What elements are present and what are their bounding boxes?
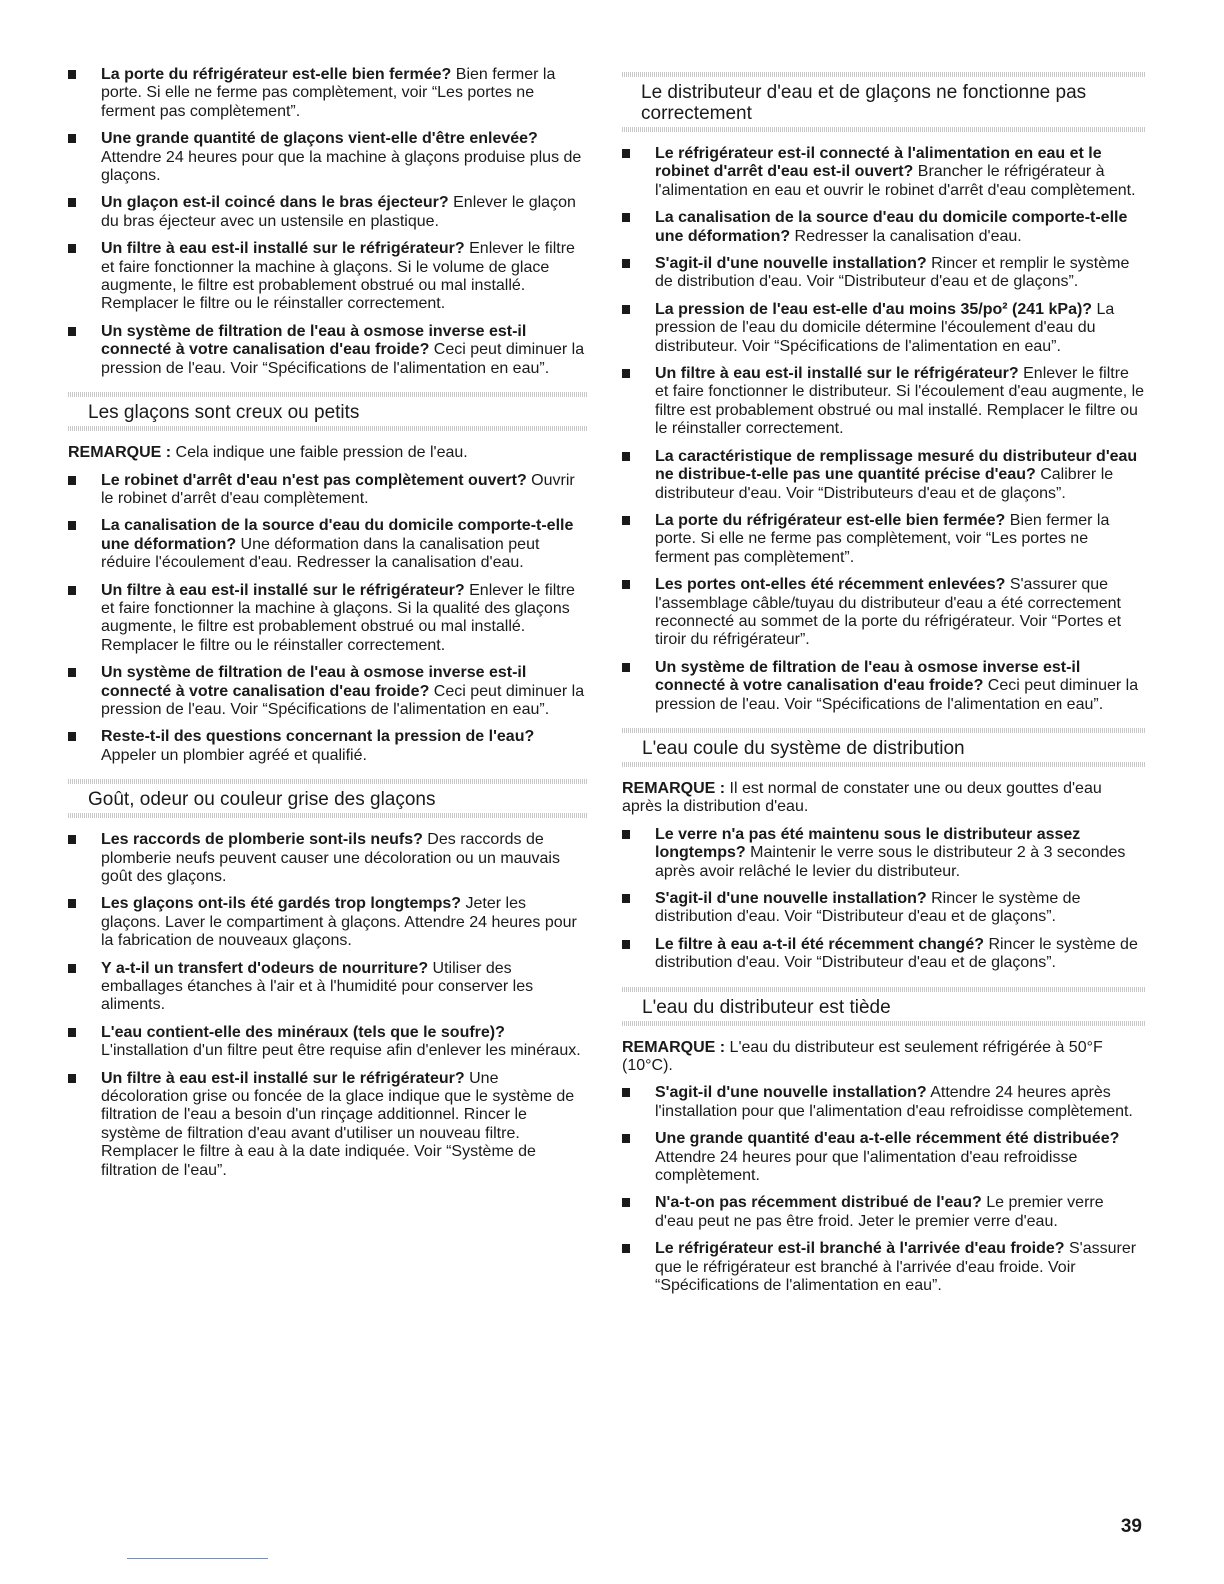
bullet-icon: [68, 1074, 76, 1083]
bullet-icon: [68, 134, 76, 143]
list-item: Un glaçon est-il coincé dans le bras éjecteur? Enlever le glaçon du bras éjecteur avec un ustensile en plastique.: [68, 194, 588, 231]
list-item: Y a-t-il un transfert d'odeurs de nourriture? Utiliser des emballages étanches à l'air et à l'humidité pour conserver les aliments.: [68, 960, 588, 1015]
note-coule: REMARQUE : Il est normal de constater une ou deux gouttes d'eau après la distribution d'eau.: [622, 779, 1102, 816]
list-item: Un filtre à eau est-il installé sur le réfrigérateur? Enlever le filtre et faire fonctionner la machine à glaçons. Si la qualité des glaçons augmente, le filtre est probablement obstrué ou mal installé. Remplacer le filtre ou le réinstaller correctement.: [68, 582, 588, 656]
list-item: La canalisation de la source d'eau du domicile comporte-t-elle une déformation? Redresser la canalisation d'eau.: [622, 209, 1146, 246]
section-heading-gout: Goût, odeur ou couleur grise des glaçons: [68, 779, 588, 818]
bullet-icon: [68, 327, 76, 336]
bullet-icon: [68, 521, 76, 530]
note-tiede: REMARQUE : L'eau du distributeur est seulement réfrigérée à 50°F (10°C).: [622, 1038, 1103, 1075]
list-item: Le verre n'a pas été maintenu sous le distributeur assez longtemps? Maintenir le verre sous le distributeur 2 à 3 secondes après avoir relâché le levier du distributeur.: [622, 826, 1146, 881]
tiede-item-list: [622, 1084, 1146, 1295]
bullet-icon: [622, 1198, 630, 1207]
section-heading-distributeur: Le distributeur d'eau et de glaçons ne fonctionne pas correctement: [622, 72, 1146, 132]
list-item: Les raccords de plomberie sont-ils neufs? Des raccords de plomberie neufs peuvent causer une décoloration ou un mauvais goût des glaçons.: [68, 831, 588, 886]
bullet-icon: [622, 369, 630, 378]
list-item: Reste-t-il des questions concernant la pression de l'eau? Appeler un plombier agréé et qualifié.: [68, 728, 588, 765]
bullet-icon: [622, 1088, 630, 1097]
list-item: Un système de filtration de l'eau à osmose inverse est-il connecté à votre canalisation d'eau froide? Ceci peut diminuer la pression de l'eau. Voir “Spécifications de l'alimentation en eau”.: [622, 659, 1146, 714]
bullet-icon: [622, 830, 630, 839]
section-heading-coule: L'eau coule du système de distribution: [622, 728, 1146, 767]
page-number: 39: [1120, 1516, 1142, 1537]
bullet-icon: [68, 1028, 76, 1037]
list-item: S'agit-il d'une nouvelle installation? Rincer et remplir le système de distribution d'eau. Voir “Distributeur d'eau et de glaçons”.: [622, 255, 1146, 292]
bullet-icon: [68, 476, 76, 485]
top-item-list: [68, 66, 588, 378]
list-item: L'eau contient-elle des minéraux (tels que le soufre)? L'installation d'un filtre peut être requise afin d'enlever les minéraux.: [68, 1024, 588, 1061]
bullet-icon: [622, 452, 630, 461]
bullet-icon: [622, 1244, 630, 1253]
list-item: Une grande quantité d'eau a-t-elle récemment été distribuée? Attendre 24 heures pour que l'alimentation d'eau refroidisse complètement.: [622, 1130, 1146, 1185]
list-item: S'agit-il d'une nouvelle installation? Attendre 24 heures après l'installation pour que l'alimentation d'eau refroidisse complètement.: [622, 1084, 1146, 1121]
bullet-icon: [68, 668, 76, 677]
note-creux: REMARQUE : Cela indique une faible pression de l'eau.: [68, 444, 468, 462]
list-item: La pression de l'eau est-elle d'au moins 35/po² (241 kPa)? La pression de l'eau du domicile détermine l'écoulement d'eau du distributeur. Voir “Spécifications de l'alimentation en eau”.: [622, 301, 1146, 356]
bullet-icon: [68, 732, 76, 741]
list-item: La porte du réfrigérateur est-elle bien fermée? Bien fermer la porte. Si elle ne ferme pas complètement, voir “Les portes ne ferment pas complètement”.: [68, 66, 588, 121]
bullet-icon: [622, 259, 630, 268]
bullet-icon: [622, 894, 630, 903]
list-item: Les glaçons ont-ils été gardés trop longtemps? Jeter les glaçons. Laver le compartiment à glaçons. Attendre 24 heures pour la fabrication de nouveaux glaçons.: [68, 895, 588, 950]
right-column: [622, 66, 1146, 1305]
bullet-icon: [622, 663, 630, 672]
bullet-icon: [68, 899, 76, 908]
list-item: Un filtre à eau est-il installé sur le réfrigérateur? Enlever le filtre et faire fonctionner le distributeur. Si l'écoulement d'eau augmente, le filtre est probablement obstrué ou mal installé. Remplacer le filtre ou le réinstaller correctement.: [622, 365, 1146, 439]
list-item: Une grande quantité de glaçons vient-elle d'être enlevée? Attendre 24 heures pour que la machine à glaçons produise plus de glaçons.: [68, 130, 588, 185]
gout-item-list: [68, 831, 588, 1180]
list-item: Le filtre à eau a-t-il été récemment changé? Rincer le système de distribution d'eau. Voir “Distributeur d'eau et de glaçons”.: [622, 936, 1146, 973]
list-item: La porte du réfrigérateur est-elle bien fermée? Bien fermer la porte. Si elle ne ferme pas complètement, voir “Les portes ne ferment pas complètement”.: [622, 512, 1146, 567]
bullet-icon: [68, 70, 76, 79]
bullet-icon: [622, 940, 630, 949]
bullet-icon: [622, 516, 630, 525]
bullet-icon: [622, 213, 630, 222]
list-item: Un filtre à eau est-il installé sur le réfrigérateur? Une décoloration grise ou foncée de la glace indique que le système de filtration de l'eau a besoin d'un rinçage additionnel. Rincer le système de filtration d'eau avant d'utiliser un nouveau filtre. Remplacer le filtre à eau à la date indiquée. Voir “Système de filtration de l'eau”.: [68, 1070, 588, 1180]
list-item: La canalisation de la source d'eau du domicile comporte-t-elle une déformation? Une déformation dans la canalisation peut réduire l'écoulement d'eau. Redresser la canalisation d'eau.: [68, 517, 588, 572]
bullet-icon: [622, 149, 630, 158]
distributeur-item-list: [622, 145, 1146, 714]
list-item: N'a-t-on pas récemment distribué de l'eau? Le premier verre d'eau peut ne pas être froid. Jeter le premier verre d'eau.: [622, 1194, 1146, 1231]
bullet-icon: [68, 198, 76, 207]
list-item: Le robinet d'arrêt d'eau n'est pas complètement ouvert? Ouvrir le robinet d'arrêt d'eau complètement.: [68, 472, 588, 509]
list-item: La caractéristique de remplissage mesuré du distributeur d'eau ne distribue-t-elle pas une quantité précise d'eau? Calibrer le distributeur d'eau. Voir “Distributeurs d'eau et de glaçons”.: [622, 448, 1146, 503]
footer-rule: [127, 1558, 268, 1559]
left-column: [68, 66, 588, 1189]
bullet-icon: [68, 964, 76, 973]
list-item: Le réfrigérateur est-il connecté à l'alimentation en eau et le robinet d'arrêt d'eau est-il ouvert? Brancher le réfrigérateur à l'alimentation en eau et ouvrir le robinet d'arrêt d'eau complètement.: [622, 145, 1146, 200]
list-item: Un filtre à eau est-il installé sur le réfrigérateur? Enlever le filtre et faire fonctionner la machine à glaçons. Si le volume de glace augmente, le filtre est probablement obstrué ou mal installé. Remplacer le filtre ou le réinstaller correctement.: [68, 240, 588, 314]
creux-item-list: [68, 472, 588, 766]
list-item: Les portes ont-elles été récemment enlevées? S'assurer que l'assemblage câble/tuyau du distributeur d'eau a été correctement reconnecté au sommet de la porte du réfrigérateur. Voir “Portes et tiroir du réfrigérateur”.: [622, 576, 1146, 650]
list-item: Un système de filtration de l'eau à osmose inverse est-il connecté à votre canalisation d'eau froide? Ceci peut diminuer la pression de l'eau. Voir “Spécifications de l'alimentation en eau”.: [68, 664, 588, 719]
coule-item-list: [622, 826, 1146, 973]
section-heading-tiede: L'eau du distributeur est tiède: [622, 987, 1146, 1026]
list-item: Un système de filtration de l'eau à osmose inverse est-il connecté à votre canalisation d'eau froide? Ceci peut diminuer la pression de l'eau. Voir “Spécifications de l'alimentation en eau”.: [68, 323, 588, 378]
list-item: Le réfrigérateur est-il branché à l'arrivée d'eau froide? S'assurer que le réfrigérateur est branché à l'arrivée d'eau froide. Voir “Spécifications de l'alimentation en eau”.: [622, 1240, 1146, 1295]
list-item: S'agit-il d'une nouvelle installation? Rincer le système de distribution d'eau. Voir “Distributeur d'eau et de glaçons”.: [622, 890, 1146, 927]
bullet-icon: [68, 835, 76, 844]
bullet-icon: [622, 580, 630, 589]
section-heading-creux: Les glaçons sont creux ou petits: [68, 392, 588, 431]
bullet-icon: [68, 244, 76, 253]
bullet-icon: [68, 586, 76, 595]
bullet-icon: [622, 305, 630, 314]
bullet-icon: [622, 1134, 630, 1143]
